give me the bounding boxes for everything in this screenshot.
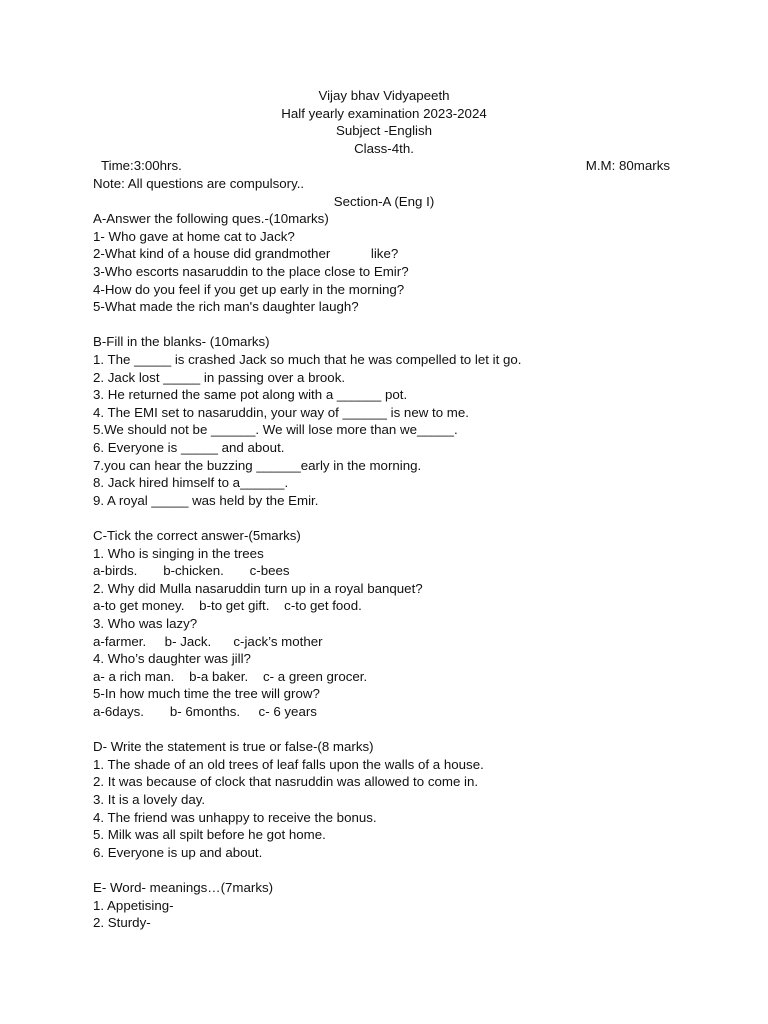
statement-line: 3. It is a lovely day. bbox=[93, 792, 206, 807]
question-line: 5-What made the rich man's daughter laugh? bbox=[93, 299, 359, 315]
question-line: 1- Who gave at home cat to Jack? bbox=[93, 228, 295, 244]
options-line: a-birds. b-chicken. c-bees bbox=[93, 563, 290, 579]
question-line: 2-What kind of a house did grandmother like? bbox=[93, 246, 399, 262]
exam-title: Half yearly examination 2023-2024 bbox=[281, 105, 487, 121]
max-marks-line: M.M: 80marks bbox=[585, 158, 670, 174]
question-line: 4. Who’s daughter was jill? bbox=[93, 651, 251, 667]
question-line: 4-How do you feel if you get up early in the morning? bbox=[93, 281, 405, 297]
section-c-title: C-Tick the correct answer-(5marks) bbox=[93, 528, 301, 543]
question-line: 1. The _____ is crashed Jack so much that he was compelled to let it go. bbox=[93, 352, 522, 367]
section-d-title: D- Write the statement is true or false-(8 marks) bbox=[93, 739, 374, 755]
question-line: 3. Who was lazy? bbox=[93, 616, 198, 631]
section-heading: Section-A (Eng I) bbox=[333, 193, 435, 209]
question-line: 9. A royal _____ was held by the Emir. bbox=[93, 492, 319, 508]
question-line: 7.you can hear the buzzing ______early in the morning. bbox=[93, 457, 422, 473]
section-b-title: B-Fill in the blanks- (10marks) bbox=[93, 334, 270, 350]
question-line: 5.We should not be ______. We will lose more than we_____. bbox=[93, 422, 458, 438]
section-a-title: A-Answer the following ques.-(10marks) bbox=[93, 211, 329, 227]
question-line: 4. The EMI set to nasaruddin, your way of ______ is new to me. bbox=[93, 404, 469, 420]
statement-line: 1. The shade of an old trees of leaf falls upon the walls of a house. bbox=[93, 756, 484, 772]
time-line: Time:3:00hrs. bbox=[101, 158, 182, 174]
word-line: 1. Appetising- bbox=[93, 897, 174, 913]
question-line: 2. Why did Mulla nasaruddin turn up in a royal banquet? bbox=[93, 580, 423, 596]
question-line: 8. Jack hired himself to a______. bbox=[93, 475, 289, 491]
school-name: Vijay bhav Vidyapeeth bbox=[318, 88, 450, 103]
subject-line: Subject -English bbox=[335, 123, 433, 139]
question-line: 3. He returned the same pot along with a ______ pot. bbox=[93, 387, 408, 403]
statement-line: 5. Milk was all spilt before he got home. bbox=[93, 827, 326, 843]
statement-line: 4. The friend was unhappy to receive the bonus. bbox=[93, 809, 377, 825]
section-e-title: E- Word- meanings…(7marks) bbox=[93, 880, 274, 895]
class-line: Class-4th. bbox=[354, 140, 414, 156]
question-line: 5-In how much time the tree will grow? bbox=[93, 686, 320, 702]
options-line: a-farmer. b- Jack. c-jack’s mother bbox=[93, 633, 323, 649]
question-line: 6. Everyone is _____ and about. bbox=[93, 440, 285, 455]
statement-line: 6. Everyone is up and about. bbox=[93, 844, 263, 860]
options-line: a-6days. b- 6months. c- 6 years bbox=[93, 704, 317, 719]
question-line: 1. Who is singing in the trees bbox=[93, 545, 264, 561]
options-line: a-to get money. b-to get gift. c-to get food. bbox=[93, 598, 362, 614]
question-line: 2. Jack lost _____ in passing over a brook. bbox=[93, 369, 346, 385]
options-line: a- a rich man. b-a baker. c- a green grocer. bbox=[93, 668, 368, 684]
word-line: 2. Sturdy- bbox=[93, 915, 151, 931]
question-line: 3-Who escorts nasaruddin to the place close to Emir? bbox=[93, 264, 409, 279]
statement-line: 2. It was because of clock that nasruddin was allowed to come in. bbox=[93, 774, 479, 790]
note-line: Note: All questions are compulsory.. bbox=[93, 176, 305, 191]
